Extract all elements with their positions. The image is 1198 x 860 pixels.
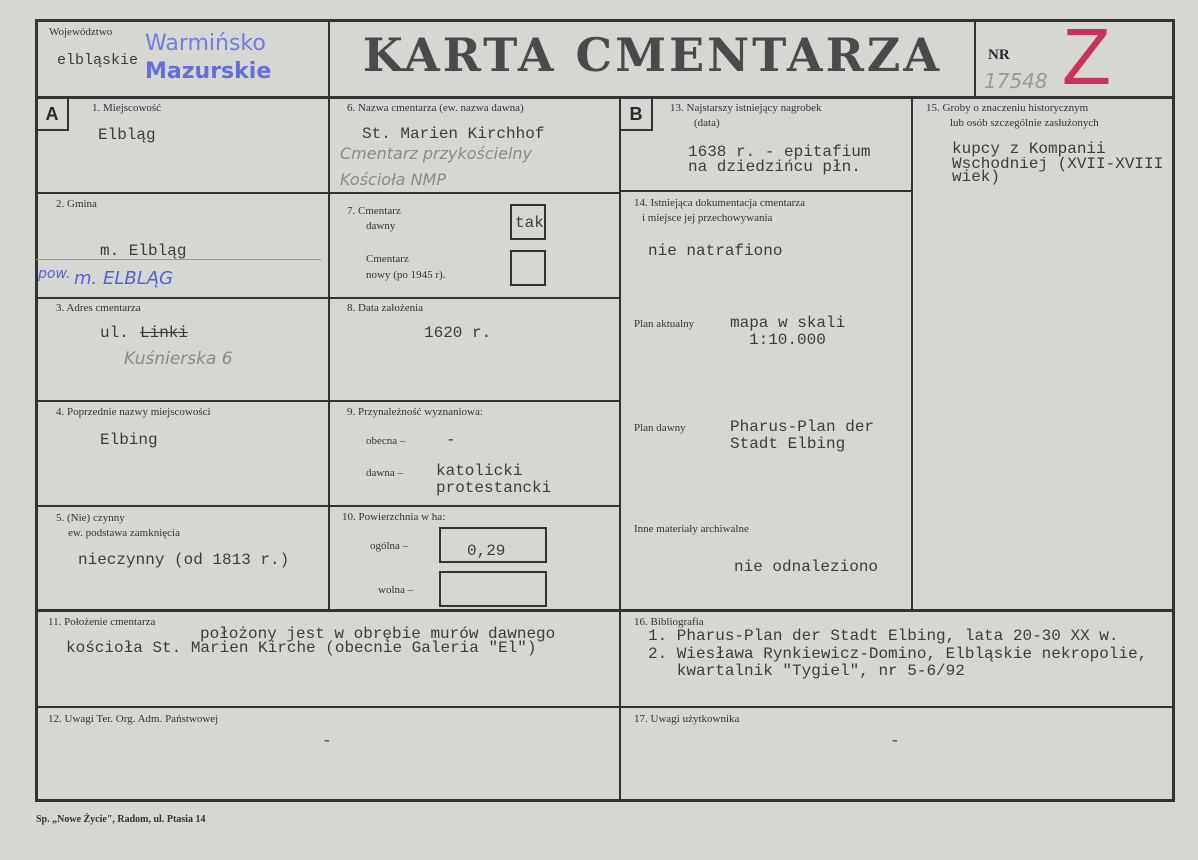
section-b-letter: B — [621, 99, 653, 131]
field-15-value-2: Wschodniej (XVII-XVIII — [952, 157, 1164, 172]
field-14-label-1: 14. Istniejąca dokumentacja cmentarza — [634, 197, 806, 209]
field-10-total-label: ogólna – — [370, 540, 409, 552]
plan-old-label: Plan dawny — [634, 422, 686, 434]
field-13-value-1: 1638 r. - epitafium — [688, 143, 871, 161]
divider — [911, 97, 913, 610]
field-3-hand-value: Kuśnierska 6 — [124, 349, 233, 369]
plan-current-label: Plan aktualny — [634, 318, 695, 330]
field-6-value: St. Marien Kirchhof — [362, 125, 545, 143]
bibliography-item-1: 1. Pharus-Plan der Stadt Elbing, lata 20-30 XX w. — [648, 627, 1119, 645]
plan-current-value-2: 1:10.000 — [749, 331, 826, 349]
field-8-value: 1620 r. — [424, 324, 492, 342]
field-13-label-2: (data) — [694, 117, 720, 129]
field-16-label: 16. Bibliografia — [634, 616, 704, 628]
field-6-hand-2: Kościoła NMP — [340, 170, 446, 189]
field-4-label: 4. Poprzednie nazwy miejscowości — [56, 406, 211, 418]
field-13-label-1: 13. Najstarszy istniejący nagrobek — [670, 102, 822, 114]
field-2-value: m. Elbląg — [100, 242, 187, 260]
field-3-value-struck: Linki — [140, 324, 189, 342]
field-11-value-1: położony jest w obrębie murów dawnego — [200, 625, 556, 643]
plan-old-value-1: Pharus-Plan der — [730, 418, 875, 436]
free-area-field[interactable] — [439, 571, 547, 607]
divider — [35, 706, 1175, 708]
old-cemetery-checkbox[interactable] — [510, 204, 546, 240]
field-7-new-label-1: Cmentarz — [366, 253, 409, 265]
bibliography-item-3: kwartalnik "Tygiel", nr 5-6/92 — [648, 662, 965, 680]
divider — [35, 609, 1175, 612]
field-14-label-2: i miejsce jej przechowywania — [642, 212, 773, 224]
field-6-label: 6. Nazwa cmentarza (ew. nazwa dawna) — [347, 102, 524, 114]
nr-value: 17548 — [984, 69, 1048, 93]
divider — [35, 96, 1175, 99]
plan-old-value-2: Stadt Elbing — [730, 435, 846, 453]
field-5-value: nieczynny (od 1813 r.) — [78, 551, 290, 569]
field-5-label-2: ew. podstawa zamknięcia — [68, 527, 180, 539]
field-6-hand-1: Cmentarz przykościelny — [340, 144, 533, 163]
divider — [35, 192, 620, 194]
printer-footer: Sp. „Nowe Życie", Radom, ul. Ptasia 14 — [36, 814, 206, 825]
field-5-label-1: 5. (Nie) czynny — [56, 512, 125, 524]
field-9-former-value-1: katolicki — [436, 462, 523, 480]
field-9-label: 9. Przynależność wyznaniowa: — [347, 406, 483, 418]
field-9-former-value-2: protestancki — [436, 479, 552, 497]
field-3-value-prefix: ul. — [100, 324, 129, 342]
plan-current-value-1: mapa w skali — [730, 314, 846, 332]
field-2-label: 2. Gmina — [56, 198, 97, 210]
field-17-label: 17. Uwagi użytkownika — [634, 713, 740, 725]
field-7-label-1: 7. Cmentarz — [347, 205, 401, 217]
voivodeship-label: Województwo — [49, 26, 113, 38]
field-13-value-2: na dziedzińcu płn. — [688, 158, 861, 176]
field-2-hand-prefix: pow. — [38, 266, 71, 282]
other-materials-value: nie odnaleziono — [734, 558, 879, 576]
field-8-label: 8. Data założenia — [347, 302, 424, 314]
divider — [35, 297, 620, 299]
field-4-value: Elbing — [100, 431, 158, 449]
divider — [328, 97, 330, 610]
other-materials-label: Inne materiały archiwalne — [634, 523, 749, 535]
underline — [36, 259, 321, 260]
field-12-value: - — [322, 732, 332, 750]
stamp-line2: Mazurskie — [145, 59, 272, 84]
stamp-line1: Warmińsko — [145, 31, 266, 56]
total-area-field[interactable] — [439, 527, 547, 563]
field-14-value: nie natrafiono — [648, 242, 783, 260]
field-9-current-label: obecna – — [366, 435, 406, 447]
divider — [619, 97, 621, 802]
total-area-value: 0,29 — [467, 542, 506, 560]
field-9-former-label: dawna – — [366, 467, 403, 479]
old-cemetery-value: tak — [515, 214, 544, 232]
field-15-label-2: lub osób szczególnie zasłużonych — [950, 117, 1099, 129]
divider — [35, 505, 620, 507]
voivodeship-value: elbląskie — [57, 52, 139, 69]
field-15-label-1: 15. Groby o znaczeniu historycznym — [926, 102, 1089, 114]
page-title: KARTA CMENTARZA — [362, 28, 943, 82]
bibliography-item-2: 2. Wiesława Rynkiewicz-Domino, Elbląskie nekropolie, — [648, 645, 1148, 663]
field-15-value-1: kupcy z Kompanii — [952, 140, 1106, 158]
field-11-value-2: kościoła St. Marien Kirche (obecnie Galeria "El") — [66, 639, 537, 657]
nr-mark: Z — [1062, 12, 1111, 101]
field-10-label: 10. Powierzchnia w ha: — [342, 511, 446, 523]
field-12-label: 12. Uwagi Ter. Org. Adm. Państwowej — [48, 713, 219, 725]
field-17-value: - — [890, 732, 900, 750]
field-7-new-label-2: nowy (po 1945 r). — [366, 269, 446, 281]
field-1-label: 1. Miejscowość — [92, 102, 162, 114]
nr-label: NR — [988, 47, 1010, 63]
field-1-value: Elbląg — [98, 126, 156, 144]
number-cell — [974, 12, 1175, 101]
field-3-label: 3. Adres cmentarza — [56, 302, 141, 314]
divider — [35, 400, 620, 402]
voivodeship-cell — [35, 19, 330, 99]
field-7-label-2: dawny — [366, 220, 396, 232]
field-11-label: 11. Położenie cmentarza — [48, 616, 156, 628]
field-2-hand-value: m. ELBLĄG — [74, 268, 174, 289]
divider — [620, 190, 912, 192]
field-9-current-value: - — [446, 431, 456, 449]
field-15-value-3: wiek) — [952, 168, 1001, 186]
section-a-letter: A — [37, 99, 69, 131]
field-10-free-label: wolna – — [378, 584, 414, 596]
new-cemetery-checkbox[interactable] — [510, 250, 546, 286]
